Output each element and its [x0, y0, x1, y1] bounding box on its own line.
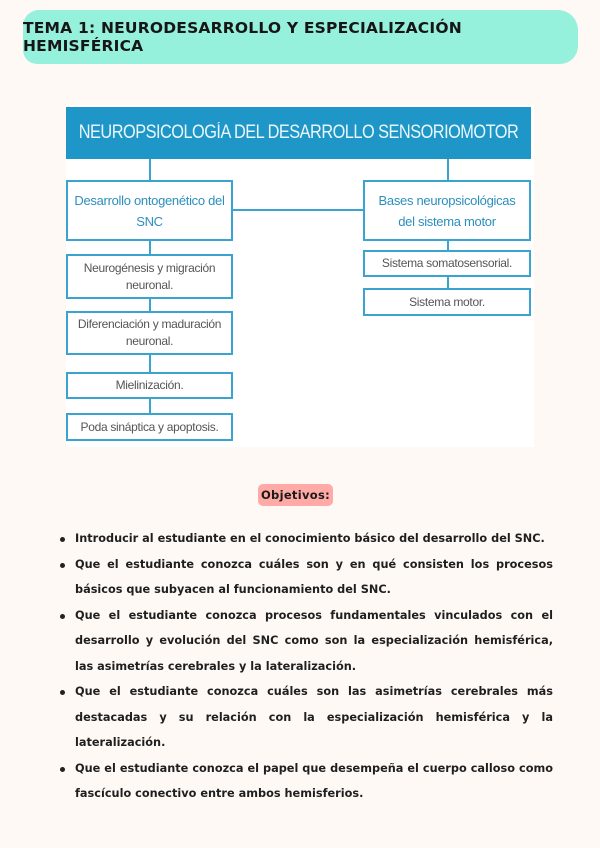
item-label: Diferenciación y maduración neuronal. [77, 317, 222, 348]
item-label: Mielinización. [115, 378, 184, 392]
diagram-item-myelination [66, 372, 233, 399]
diagram-item-differentiation [66, 311, 233, 355]
objectives-badge [258, 484, 333, 506]
branch-title: Desarrollo ontogenético del SNC [74, 192, 225, 229]
objective-text: Que el estudiante conozca el papel que desempeña el cuerpo calloso como fascículo conectivo entre ambos hemisferios. [75, 761, 553, 800]
objectives-label: Objetivos: [260, 488, 331, 502]
page-title: TEMA 1: NEURODESARROLLO Y ESPECIALIZACIÓN HEMISFÉRICA [23, 19, 462, 55]
connector-line [149, 398, 151, 414]
objective-text: Que el estudiante conozca cuáles son las asimetrías cerebrales más destacadas y su relación con la especialización hemisférica y la lateralización. [75, 685, 553, 749]
bullet-icon [60, 767, 65, 772]
bullet-icon [60, 563, 65, 568]
list-item [58, 603, 553, 680]
bullet-icon [60, 614, 65, 619]
diagram-item-pruning [66, 413, 233, 441]
diagram-header [66, 107, 531, 159]
bullet-icon [60, 690, 65, 695]
list-item [58, 679, 553, 756]
diagram-item-somatosensory [363, 250, 531, 277]
item-label: Neurogénesis y migración neuronal. [83, 260, 216, 292]
objective-text: Que el estudiante conozca procesos fundamentales vinculados con el desarrollo y evolución del SNC como son la especialización hemisférica, las asimetrías cerebrales y la lateralización. [75, 608, 553, 673]
connector-line [447, 159, 449, 181]
diagram-header-text: NEUROPSICOLOGÍA DEL DESARROLLO SENSORIOMOTOR [78, 122, 519, 143]
item-label: Poda sináptica y apoptosis. [80, 419, 219, 434]
connector-line [149, 354, 151, 373]
item-label: Sistema somatosensorial. [381, 256, 513, 270]
connector-line [233, 209, 363, 211]
bullet-icon [60, 537, 65, 542]
connector-line [149, 298, 151, 312]
branch-title: Bases neuropsicológicas del sistema motor [378, 192, 516, 229]
branch-box-motor-bases [363, 180, 531, 241]
objective-text: Que el estudiante conozca cuáles son y en qué consisten los procesos básicos que subyacen al funcionamiento del SNC. [75, 557, 553, 596]
connector-line [149, 240, 151, 255]
concept-diagram [66, 105, 534, 447]
diagram-item-motor-system [363, 288, 531, 316]
objectives-list [58, 526, 553, 807]
item-label: Sistema motor. [409, 294, 485, 309]
title-banner [23, 10, 578, 64]
list-item [58, 756, 553, 807]
connector-line [149, 159, 151, 181]
diagram-item-neurogenesis [66, 254, 233, 299]
list-item [58, 526, 553, 552]
branch-box-ontogenetic [66, 180, 233, 241]
list-item [58, 552, 553, 603]
objective-text: Introducir al estudiante en el conocimiento básico del desarrollo del SNC. [75, 532, 545, 545]
